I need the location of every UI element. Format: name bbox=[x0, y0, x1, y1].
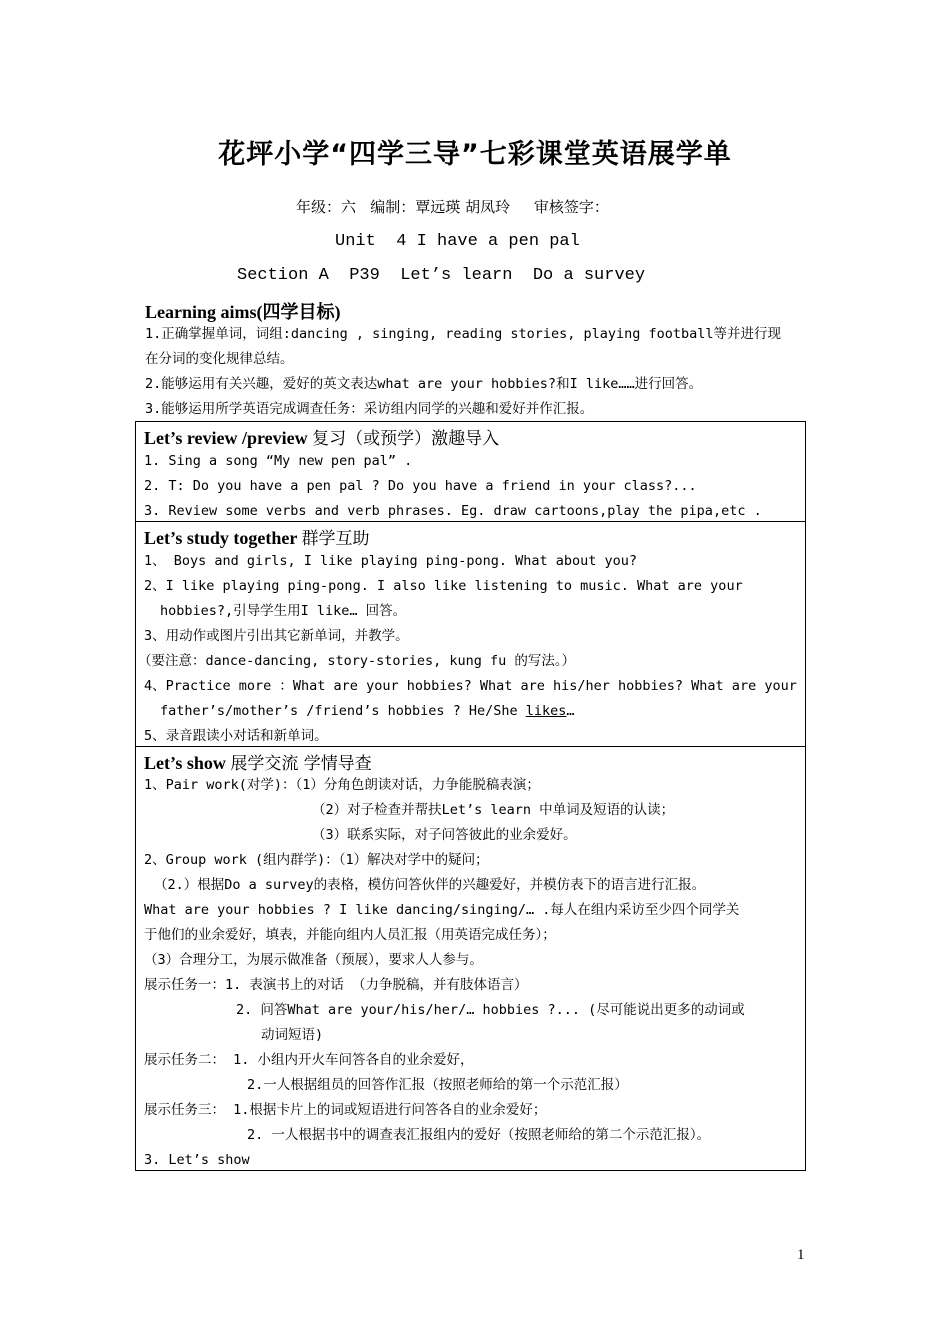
review-line: 1. Sing a song “My new pen pal” . bbox=[144, 453, 413, 469]
review-heading-cn: 复习（或预学）激趣导入 bbox=[312, 429, 500, 449]
study-line: （要注意：dance-dancing, story-stories, kung fu 的写法。） bbox=[138, 653, 576, 669]
show-line: 展示任务一：1. 表演书上的对话 （力争脱稿，并有肢体语言） bbox=[144, 977, 528, 993]
show-line: 展示任务二： 1. 小组内开火车问答各自的业余爱好， bbox=[144, 1052, 474, 1068]
aims-line: 3.能够运用所学英语完成调查任务：采访组内同学的兴趣和爱好并作汇报。 bbox=[145, 401, 594, 417]
page-number: 1 bbox=[797, 1247, 805, 1263]
show-line: （3）合理分工，为展示做准备（预展），要求人人参与。 bbox=[144, 952, 483, 968]
study-line: hobbies?,引导学生用I like… 回答。 bbox=[160, 603, 407, 619]
show-line: 于他们的业余爱好，填表，并能向组内人员汇报（用英语完成任务）； bbox=[144, 927, 556, 943]
show-line: 展示任务三： 1.根据卡片上的词或短语进行问答各自的业余爱好； bbox=[144, 1102, 547, 1118]
show-line: 3. Let’s show bbox=[144, 1152, 250, 1168]
study-section bbox=[135, 521, 806, 747]
document-title: 花坪小学“四学三导”七彩课堂英语展学单 bbox=[218, 139, 732, 170]
show-heading-cn: 展学交流 学情导查 bbox=[230, 754, 372, 774]
show-line: （2）对子检查并帮扶Let’s learn 中单词及短语的认读； bbox=[312, 802, 675, 818]
review-line: 2. T: Do you have a pen pal ? Do you have a friend in your class?... bbox=[144, 478, 697, 494]
show-line: 2、Group work (组内群学)：（1）解决对学中的疑问； bbox=[144, 852, 489, 868]
study-line bbox=[160, 699, 575, 724]
ellipsis: … bbox=[566, 703, 575, 719]
show-line: What are your hobbies ? I like dancing/singing/… .每人在组内采访至少四个同学关 bbox=[144, 902, 740, 918]
show-line: （2.）根据Do a survey的表格，模仿问答伙伴的兴趣爱好，并模仿表下的语言进行汇报。 bbox=[154, 877, 706, 893]
study-line: 1、 Boys and girls, I like playing ping-pong. What about you? bbox=[144, 553, 638, 569]
show-line: 2.一人根据组员的回答作汇报（按照老师给的第一个示范汇报） bbox=[247, 1077, 628, 1093]
review-heading-en: Let’s review /preview bbox=[144, 428, 313, 448]
review-heading bbox=[144, 424, 499, 449]
review-line: 3. Review some verbs and verb phrases. Eg. draw cartoons,play the pipa,etc . bbox=[144, 503, 762, 519]
aims-line: 2.能够运用有关兴趣，爱好的英文表达what are your hobbies?和I like……进行回答。 bbox=[145, 376, 703, 392]
show-line: 1、Pair work(对学)：（1）分角色朗读对话，力争能脱稿表演； bbox=[144, 777, 540, 793]
aims-line: 1.正确掌握单词，词组:dancing , singing, reading stories, playing football等并进行现 bbox=[145, 326, 782, 342]
study-heading-en: Let’s study together bbox=[144, 528, 302, 548]
show-line: （3）联系实际，对子问答彼此的业余爱好。 bbox=[312, 827, 577, 843]
show-heading bbox=[144, 749, 372, 774]
study-line: 5、录音跟读小对话和新单词。 bbox=[144, 728, 328, 744]
show-line: 动词短语) bbox=[261, 1027, 324, 1043]
show-heading-en: Let’s show bbox=[144, 753, 231, 773]
study-heading-cn: 群学互助 bbox=[301, 529, 370, 549]
show-line: 2. 一人根据书中的调查表汇报组内的爱好（按照老师给的第二个示范汇报）。 bbox=[247, 1127, 711, 1143]
grade-editor-line: 年级：六 编制：覃远瑛 胡凤玲 审核签字： bbox=[296, 198, 609, 216]
study-line: 3、用动作或图片引出其它新单词，并教学。 bbox=[144, 628, 409, 644]
underlined-likes: likes bbox=[525, 703, 567, 719]
review-section bbox=[135, 421, 806, 522]
section-line: Section A P39 Let’s learn Do a survey bbox=[237, 266, 646, 285]
unit-line: Unit 4 I have a pen pal bbox=[335, 232, 580, 251]
study-line: 4、Practice more ：What are your hobbies? What are his/her hobbies? What are your bbox=[144, 678, 797, 694]
show-line: 2. 问答What are your/his/her/… hobbies ?... (尽可能说出更多的动词或 bbox=[236, 1002, 745, 1018]
study-heading bbox=[144, 524, 369, 549]
show-section bbox=[135, 746, 806, 1171]
aims-line: 在分词的变化规律总结。 bbox=[145, 351, 294, 367]
learning-aims-heading: Learning aims(四学目标) bbox=[145, 302, 341, 322]
study-line: 2、I like playing ping-pong. I also like listening to music. What are your bbox=[144, 578, 743, 594]
study-line-text: father’s/mother’s /friend’s hobbies ? He/She bbox=[160, 703, 526, 719]
